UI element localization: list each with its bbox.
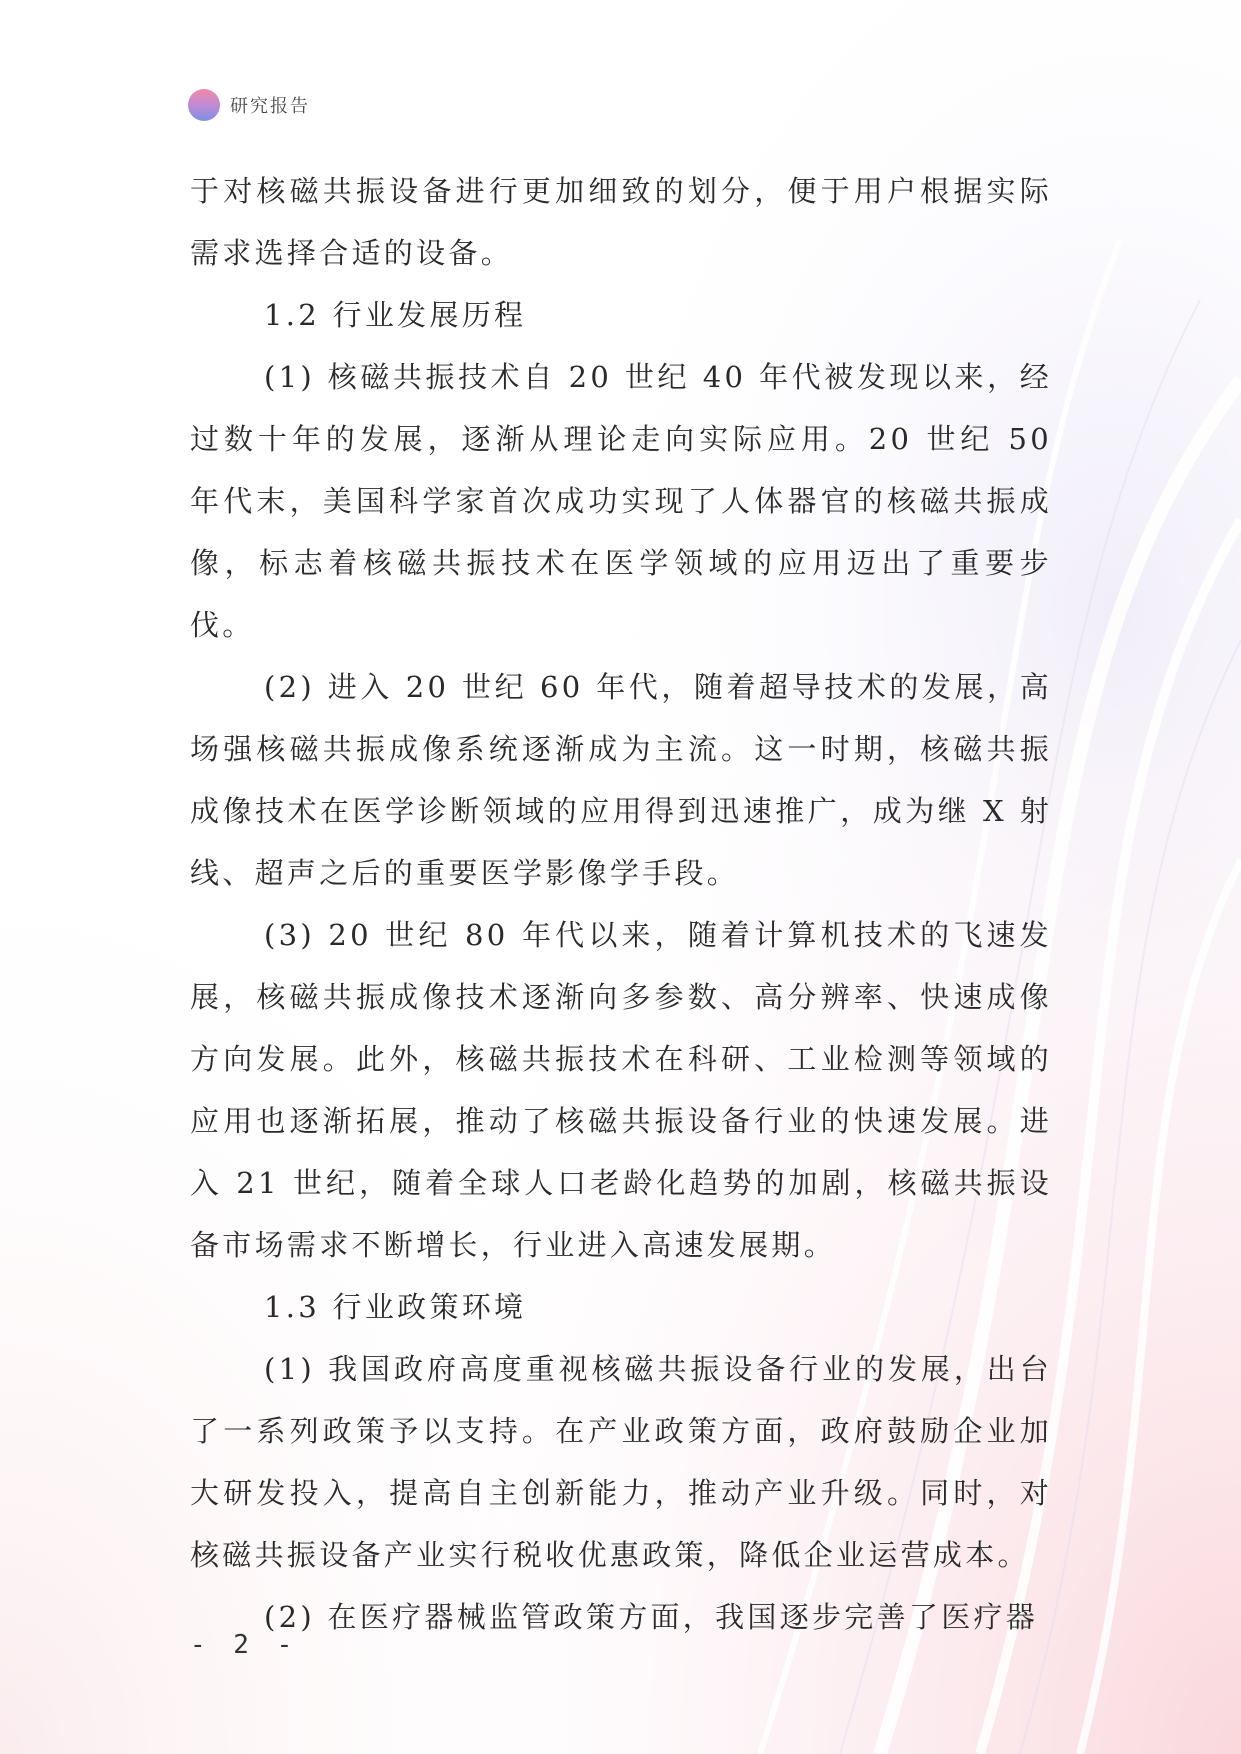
header-title: 研究报告	[230, 96, 310, 117]
paragraph-1-3-1: (1) 我国政府高度重视核磁共振设备行业的发展，出台了一系列政策予以支持。在产业政策方面，政府鼓励企业加大研发投入，提高自主创新能力，推动产业升级。同时，对核磁共振设备产业实行税收优惠政策，降低企业运营成本。	[190, 1352, 1052, 1572]
logo-circle-icon	[188, 89, 220, 121]
section-heading-1-2: 1.2 行业发展历程	[264, 298, 527, 332]
paragraph-1-2-3: (3) 20 世纪 80 年代以来，随着计算机技术的飞速发展，核磁共振成像技术逐渐向多参数、高分辨率、快速成像方向发展。此外，核磁共振技术在科研、工业检测等领域的应用也逐渐拓展，推动了核磁共振设备行业的快速发展。进入 21 世纪，随着全球人口老龄化趋势的加剧，核磁共振设备市场需求不断增长，行业进入高速发展期。	[190, 918, 1052, 1262]
paragraph-1-2-2: (2) 进入 20 世纪 60 年代，随着超导技术的发展，高场强核磁共振成像系统逐渐成为主流。这一时期，核磁共振成像技术在医学诊断领域的应用得到迅速推广，成为继 X 射线、超声之后的重要医学影像学手段。	[190, 670, 1052, 890]
page-number: - 2 -	[190, 1630, 299, 1660]
paragraph-1-2-1: (1) 核磁共振技术自 20 世纪 40 年代被发现以来，经过数十年的发展，逐渐从理论走向实际应用。20 世纪 50 年代末，美国科学家首次成功实现了人体器官的核磁共振成像，标志着核磁共振技术在医学领域的应用迈出了重要步伐。	[190, 360, 1052, 642]
paragraph-1-3-2: (2) 在医疗器械监管政策方面，我国逐步完善了医疗器	[264, 1600, 1039, 1634]
document-header	[188, 88, 310, 122]
document-body	[190, 160, 1052, 1648]
continuation-paragraph: 于对核磁共振设备进行更加细致的划分，便于用户根据实际需求选择合适的设备。	[190, 174, 1052, 270]
section-heading-1-3: 1.3 行业政策环境	[264, 1290, 527, 1324]
